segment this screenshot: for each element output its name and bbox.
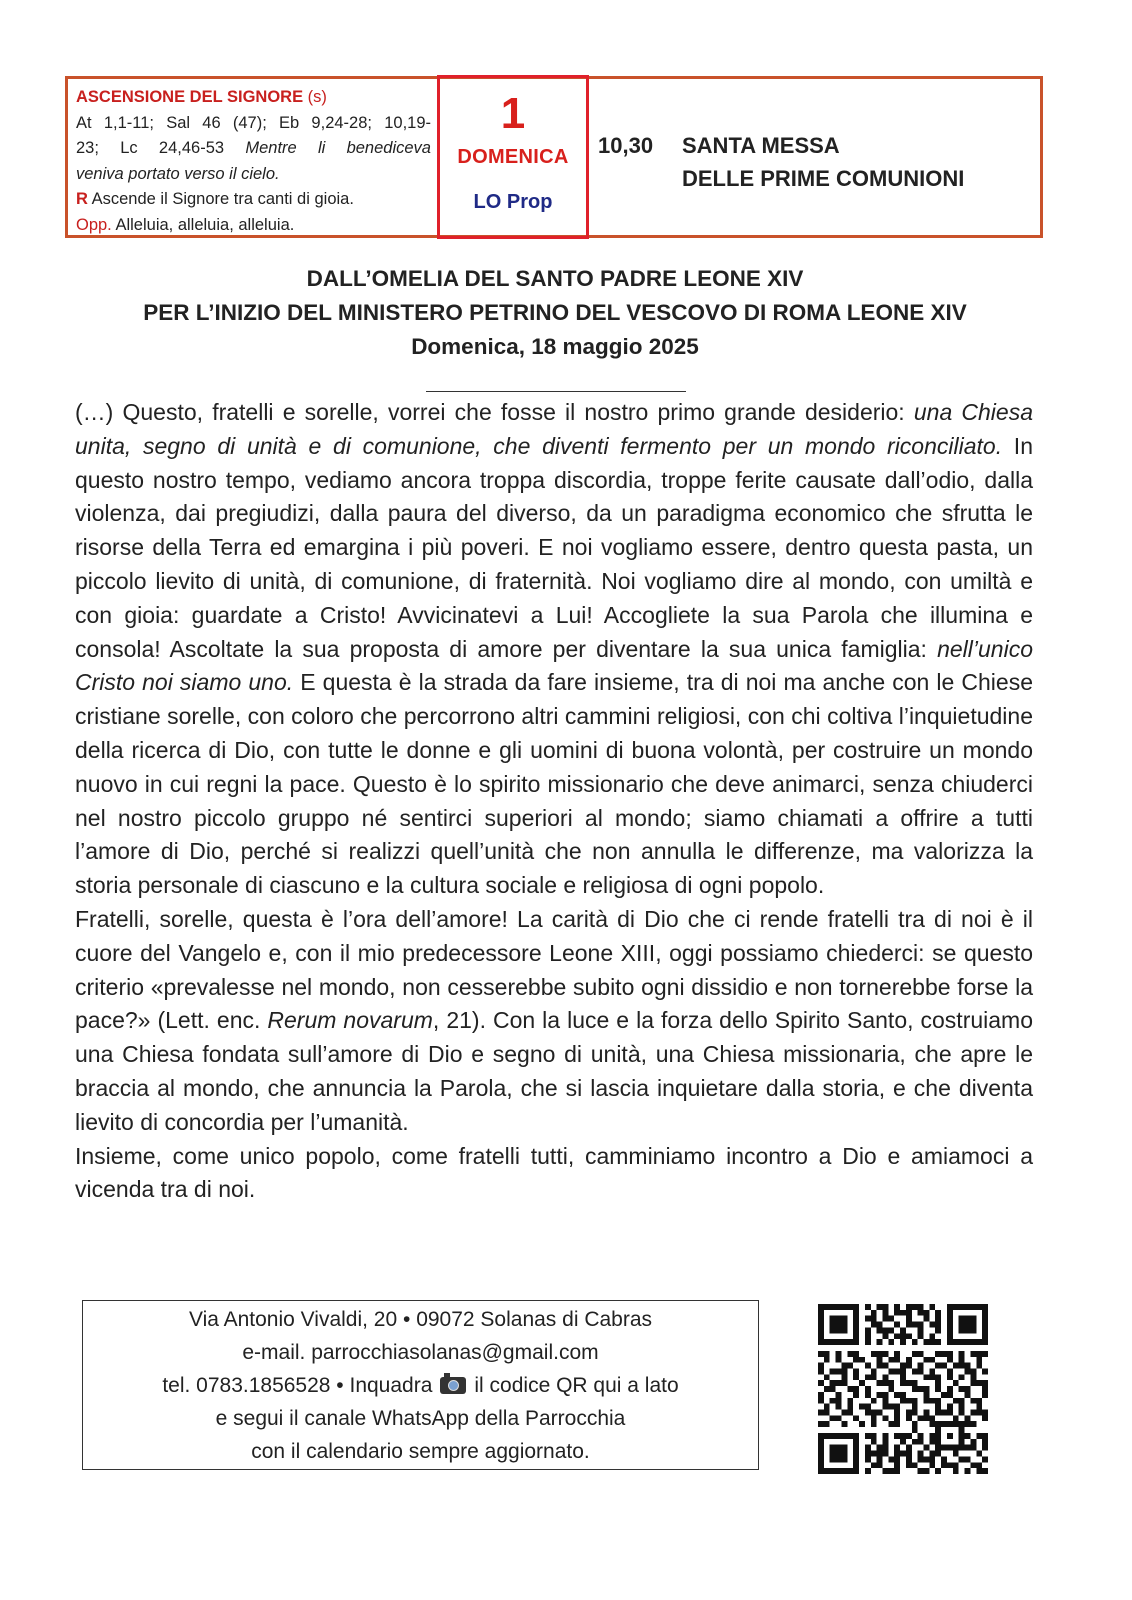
whatsapp-line: e segui il canale WhatsApp della Parrocchia	[215, 1407, 626, 1430]
opp-text: Alleluia, alleluia, alleluia.	[115, 215, 295, 234]
text-run: (…) Questo, fratelli e sorelle, vorrei che fosse il nostro primo grande desiderio:	[75, 399, 914, 425]
day-name: DOMENICA	[457, 146, 569, 168]
event-description	[682, 129, 1042, 195]
camera-icon	[440, 1377, 466, 1394]
paragraph-3: Insieme, come unico popolo, come fratelli tutti, camminiamo incontro a Dio e amiamoci a vicenda tra di noi.	[75, 1142, 1033, 1203]
qr-instruction: il codice QR qui a lato	[474, 1374, 679, 1397]
qr-code-icon[interactable]	[818, 1304, 988, 1474]
text-italic: Rerum novarum	[267, 1007, 433, 1034]
feast-title: ASCENSIONE DEL SIGNORE	[76, 88, 304, 106]
homily-text	[75, 396, 1033, 1207]
event-line-2: DELLE PRIME COMUNIONI	[682, 166, 965, 191]
calendar-line: con il calendario sempre aggiornato.	[251, 1440, 590, 1463]
readings-line-2	[76, 136, 431, 162]
email[interactable]: e-mail. parrocchiasolanas@gmail.com	[242, 1341, 599, 1364]
homily-headings	[0, 262, 1110, 364]
response-text: Ascende il Signore tra canti di gioia.	[91, 190, 354, 208]
separator-line	[426, 391, 686, 392]
liturgy-column	[68, 79, 438, 235]
address: Via Antonio Vivaldi, 20 • 09072 Solanas di Cabras	[188, 1308, 653, 1331]
paragraph-1	[75, 396, 1033, 903]
text-italic: una Chiesa unita, segno di unità e di comunione, che diventi fermento per un mondo riconciliato.	[75, 399, 1033, 459]
date-box	[437, 75, 589, 239]
liturgy-of-hours: LO Prop	[473, 191, 553, 213]
solemnity-mark: (s)	[307, 88, 327, 106]
phone: tel. 0783.1856528 • Inquadra	[162, 1374, 433, 1397]
opp-label: Opp.	[76, 215, 112, 234]
heading-line-1: DALL’OMELIA DEL SANTO PADRE LEONE XIV	[306, 266, 804, 291]
event-time: 10,30	[598, 133, 654, 158]
text-run: In questo nostro tempo, vediamo ancora troppa discordia, troppe ferite causate dall’odio, dalla violenza, dai pregiudizi, dalla paura del diverso, da un paradigma economico che sfrutta le risorse della Terra ed emargina i più poveri. E noi vogliamo essere, dentro questa pasta, un piccolo lievito di unità, di comunione, di fraternità. Noi vogliamo dire al mondo, con umiltà e con gioia: guardate a Cristo! Avvicinatevi a Lui! Accogliete la sua Parola che illumina e consola! Ascoltate la sua proposta di amore per diventare la sua unica famiglia:	[75, 432, 1033, 662]
event-line-1: SANTA MESSA	[682, 133, 840, 158]
readings-line-3: veniva portato verso il cielo.	[76, 164, 280, 183]
heading-line-2: PER L’INIZIO DEL MINISTERO PETRINO DEL VESCOVO DI ROMA LEONE XIV	[143, 300, 967, 325]
heading-date: Domenica, 18 maggio 2025	[411, 334, 699, 359]
paragraph-2	[75, 903, 1033, 1140]
contact-box	[82, 1300, 759, 1470]
antiphon-start: Mentre li benediceva	[245, 139, 431, 157]
text-run: , 21). Con la luce e la forza dello Spirito Santo, costruiamo una Chiesa fondata sull’amore di Dio e segno di unità, una Chiesa missionaria, che apre le braccia al mondo, che annuncia la Parola, che si lascia inquietare dalla storia, e che diventa lievito di concordia per l’umanità.	[75, 1007, 1034, 1135]
text-italic: nell’unico Cristo noi siamo uno.	[75, 635, 1033, 696]
readings-line-1: At 1,1-11; Sal 46 (47); Eb 9,24-28; 10,19-	[76, 113, 431, 132]
readings-refs: 23; Lc 24,46-53	[76, 139, 225, 157]
header-box	[65, 76, 1043, 238]
text-run: E questa è la strada da fare insieme, tra di noi ma anche con le Chiese cristiane sorelle, con coloro che percorrono altri cammini religiosi, con chi coltiva l’inquietudine della ricerca di Dio, con tutte le donne e gli uomini di buona volontà, per costruire un mondo nuovo in cui regni la pace. Questo è lo spirito missionario che deve animarci, senza chiuderci nel nostro piccolo gruppo né sentirci superiori al mondo; siamo chiamati a offrire a tutti l’amore di Dio, perché si realizzi quell’unità che non annulla le differenze, ma valorizza la storia personale di ciascuno e la cultura sociale e religiosa di ogni popolo.	[75, 669, 1034, 899]
text-run: Fratelli, sorelle, questa è l’ora dell’amore! La carità di Dio che ci rende fratelli tra di noi è il cuore del Vangelo e, con il mio predecessore Leone XIII, oggi possiamo chiederci: se questo criterio «prevalesse nel mondo, non cesserebbe subito ogni dissidio e non tornerebbe forse la pace?» (Lett. enc.	[75, 905, 1033, 1034]
day-number: 1	[500, 89, 526, 138]
phone-line	[83, 1369, 758, 1402]
response-label: R	[76, 190, 88, 208]
